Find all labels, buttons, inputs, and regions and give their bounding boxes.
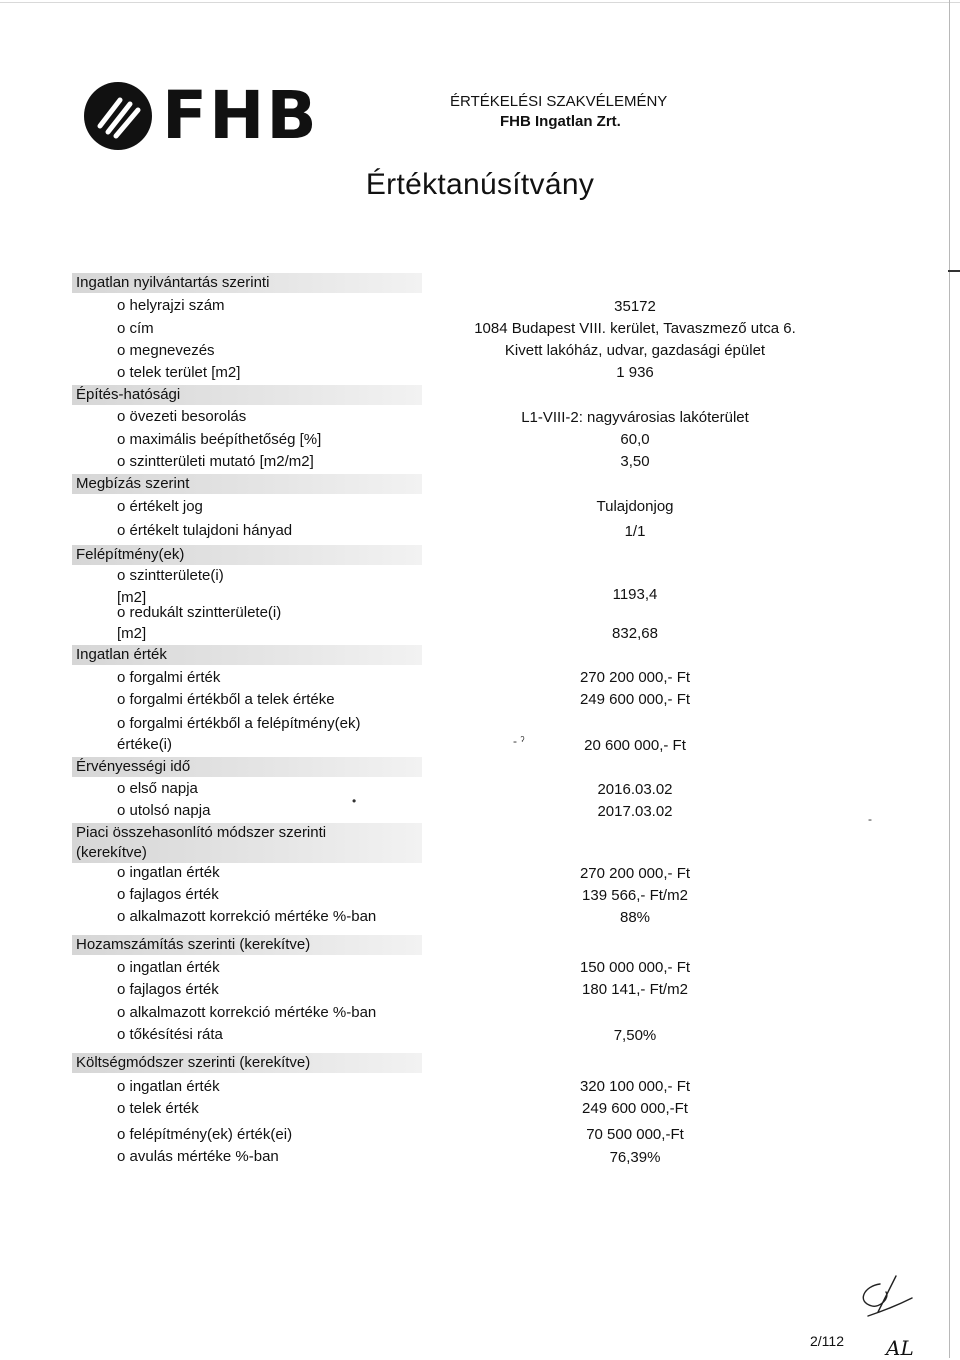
row-value: 2016.03.02 [597,781,673,798]
row-label: o értékelt jog [117,498,203,515]
section-header: Költségmódszer szerinti (kerekítve) [72,1053,422,1073]
page-number: 2/112 [810,1333,844,1349]
row-label: o forgalmi értékből a felépítmény(ek) [117,715,361,732]
row-value: 249 600 000,- Ft [579,691,691,708]
row-value: 2017.03.02 [597,803,673,820]
section-header: Piaci összehasonlító módszer szerinti [72,823,422,843]
row-label: o tőkésítési ráta [117,1026,223,1043]
row-value: 1193,4 [612,586,658,603]
section-header: Érvényességi idő [72,757,422,777]
row-label: o felépítmény(ek) érték(ei) [117,1126,293,1143]
row-label: o ingatlan érték [117,959,220,976]
brand-name: FHB [162,77,319,154]
row-value: 270 200 000,- Ft [579,669,691,686]
row-value: 139 566,- Ft/m2 [582,887,688,904]
row-value: 60,0 [620,431,650,448]
page-title: Értéktanúsítvány [365,168,595,201]
row-label: o alkalmazott korrekció mértéke %-ban [117,1004,377,1021]
header-line-2: FHB Ingatlan Zrt. [500,113,621,130]
row-value: Tulajdonjog [596,498,674,515]
row-value: 150 000 000,- Ft [579,959,691,976]
row-label: o helyrajzi szám [117,297,225,314]
row-label: o első napja [117,780,198,797]
row-label: [m2] [117,625,147,642]
row-label: o telek terület [m2] [117,364,241,381]
row-label: o avulás mértéke %-ban [117,1148,279,1165]
scan-speck: • [352,794,357,808]
row-value: 70 500 000,-Ft [586,1126,684,1143]
row-value: 180 141,- Ft/m2 [582,981,688,998]
row-label: [m2] [117,589,147,606]
row-label: o ingatlan érték [117,864,220,881]
row-value: 3,50 [620,453,650,470]
row-label: o szintterülete(i) [117,567,224,584]
row-label: o forgalmi érték [117,669,221,686]
signature-icon [850,1272,920,1328]
row-label: o telek érték [117,1100,199,1117]
row-value: 249 600 000,-Ft [582,1100,688,1117]
row-label: o cím [117,320,154,337]
row-value: Kivett lakóház, udvar, gazdasági épület [504,342,766,359]
row-value: 270 200 000,- Ft [579,865,691,882]
row-label: o fajlagos érték [117,981,219,998]
scan-speck: - [868,812,872,826]
row-label: o maximális beépíthetőség [%] [117,431,322,448]
row-label: o forgalmi értékből a telek értéke [117,691,335,708]
handwritten-initials: AL [886,1336,914,1360]
scan-speck: - ˀ [513,734,525,748]
row-value: 1 936 [616,364,654,381]
row-value: L1-VIII-2: nagyvárosias lakóterület [521,409,749,426]
row-value: 35172 [614,298,656,315]
row-label: o fajlagos érték [117,886,219,903]
section-header: Hozamszámítás szerinti (kerekítve) [72,935,422,955]
row-label: o szintterületi mutató [m2/m2] [117,453,314,470]
row-value: 88% [619,909,651,926]
row-value: 20 600 000,- Ft [584,737,686,754]
row-value: 832,68 [612,625,658,642]
row-value: 7,50% [613,1027,657,1044]
row-label: o redukált szintterülete(i) [117,604,282,621]
row-label: o megnevezés [117,342,215,359]
row-value: 320 100 000,- Ft [579,1078,691,1095]
section-header: Ingatlan nyilvántartás szerinti [72,273,422,293]
row-label: o értékelt tulajdoni hányad [117,522,293,539]
header-line-1: ÉRTÉKELÉSI SZAKVÉLEMÉNY [450,93,668,110]
section-header: (kerekítve) [72,843,422,863]
row-value: 1/1 [624,523,646,540]
row-value: 76,39% [609,1149,661,1166]
row-label: értéke(i) [117,736,173,753]
row-value: 1084 Budapest VIII. kerület, Tavaszmező utca 6. [474,320,796,337]
row-label: o alkalmazott korrekció mértéke %-ban [117,908,377,925]
row-label: o ingatlan érték [117,1078,220,1095]
section-header: Megbízás szerint [72,474,422,494]
row-label: o övezeti besorolás [117,408,247,425]
section-header: Ingatlan érték [72,645,422,665]
row-label: o utolsó napja [117,802,211,819]
section-header: Felépítmény(ek) [72,545,422,565]
section-header: Építés-hatósági [72,385,422,405]
